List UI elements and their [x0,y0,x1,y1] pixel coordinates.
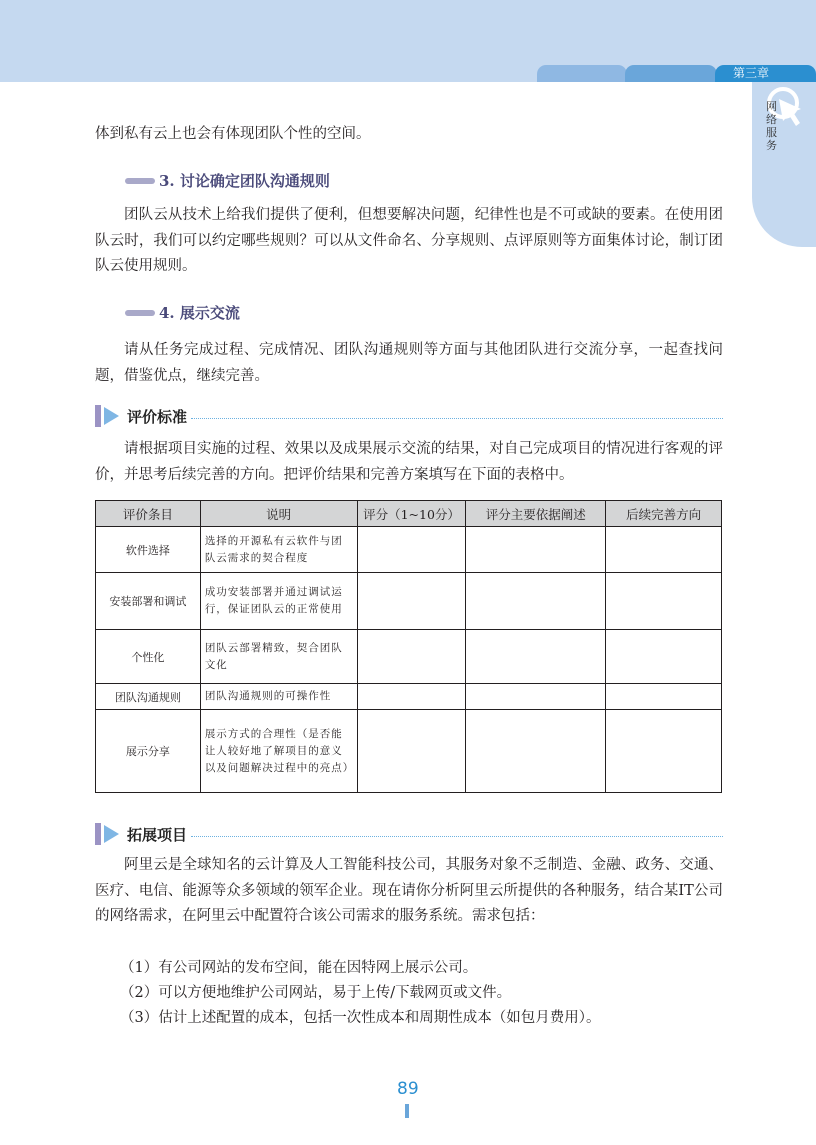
section-marker-icon [95,404,121,428]
improve-cell[interactable] [606,710,722,793]
list-item: （2）可以方便地维护公司网站，易于上传/下载网页或文件。 [120,985,512,1001]
improve-cell[interactable] [606,630,722,684]
basis-cell[interactable] [466,630,606,684]
table-row [96,684,722,710]
table-row [96,710,722,793]
score-cell[interactable] [357,684,466,710]
page-number: 89 [397,1079,419,1099]
improve-cell[interactable] [606,684,722,710]
item-cell: 个性化 [96,630,201,684]
chapter-tab-1 [537,65,627,82]
section-heading-evaluation: 评价标准 [95,404,723,428]
list-item: （1）有公司网站的发布空间，能在因特网上展示公司。 [120,960,478,976]
score-cell[interactable] [357,527,466,573]
requirement-list [120,956,600,1031]
score-cell[interactable] [357,630,466,684]
header-cell: 评分主要依据阐述 [466,501,606,527]
item-cell: 软件选择 [96,527,201,573]
dotted-rule [191,836,723,837]
desc-cell: 团队沟通规则的可操作性 [200,684,357,710]
paragraph: 阿里云是全球知名的云计算及人工智能科技公司，其服务对象不乏制造、金融、政务、交通、医疗、电信、能源等众多领域的领军企业。现在请你分析阿里云所提供的各种服务，结合某IT公司的网络需求，在阿里云中配置符合该公司需求的服务系统。需求包括： [95,857,723,924]
section-heading-extension: 拓展项目 [95,822,723,846]
item-cell: 团队沟通规则 [96,684,201,710]
table-row [96,527,722,573]
item-cell: 展示分享 [96,710,201,793]
basis-cell[interactable] [466,684,606,710]
heading-bar [125,178,155,184]
improve-cell[interactable] [606,527,722,573]
desc-cell: 选择的开源私有云软件与团队云需求的契合程度 [200,527,357,573]
table-row [96,573,722,630]
desc-cell: 团队云部署精致，契合团队文化 [200,630,357,684]
paragraph: 团队云从技术上给我们提供了便利，但想要解决问题，纪律性也是不可或缺的要素。在使用团队云时，我们可以约定哪些规则？可以从文件命名、分享规则、点评原则等方面集体讨论，制订团队云使用规则。 [95,207,723,274]
header-cell: 评价条目 [96,501,201,527]
score-cell[interactable] [357,710,466,793]
improve-cell[interactable] [606,573,722,630]
table-row [96,630,722,684]
desc-cell: 成功安装部署并通过调试运行，保证团队云的正常使用 [200,573,357,630]
subheading-3: 3. 讨论确定团队沟通规则 [125,170,330,191]
heading-bar [125,310,155,316]
header-cell: 说明 [200,501,357,527]
basis-cell[interactable] [466,527,606,573]
basis-cell[interactable] [466,573,606,630]
table-header-row [96,501,722,527]
item-cell: 安装部署和调试 [96,573,201,630]
score-cell[interactable] [357,573,466,630]
subheading-4: 4. 展示交流 [125,302,240,323]
paragraph: 请从任务完成过程、完成情况、团队沟通规则等方面与其他团队进行交流分享，一起查找问题，借鉴优点，继续完善。 [95,342,723,384]
page-number-bar [405,1104,409,1118]
side-label: 网络服务 [766,100,777,152]
list-item: （3）估计上述配置的成本，包括一次性成本和周期性成本（如包月费用）。 [120,1010,601,1026]
chapter-tab-2 [625,65,717,82]
paragraph: 体到私有云上也会有体现团队个性的空间。 [95,126,371,142]
evaluation-table [95,500,722,793]
desc-cell: 展示方式的合理性（是否能让人较好地了解项目的意义以及问题解决过程中的亮点） [200,710,357,793]
chapter-label: 第三章 [733,66,770,80]
header-cell: 评分（1~10分） [357,501,466,527]
paragraph: 请根据项目实施的过程、效果以及成果展示交流的结果，对自己完成项目的情况进行客观的评价，并思考后续完善的方向。把评价结果和完善方案填写在下面的表格中。 [95,441,723,483]
dotted-rule [191,418,723,419]
header-cell: 后续完善方向 [606,501,722,527]
section-marker-icon [95,822,121,846]
basis-cell[interactable] [466,710,606,793]
chapter-tab-current [715,65,816,82]
